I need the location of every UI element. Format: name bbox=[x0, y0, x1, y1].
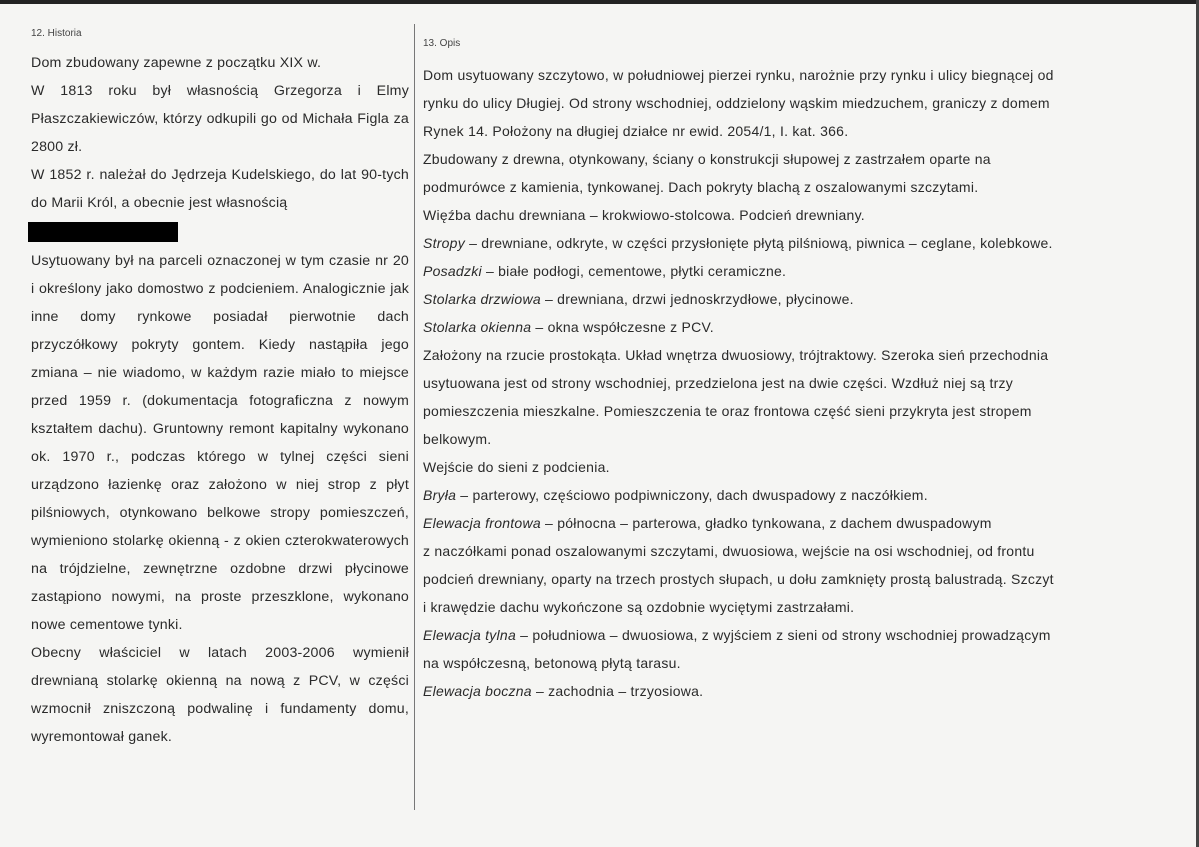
description-line bbox=[423, 285, 1163, 313]
description-label: Stropy bbox=[423, 235, 465, 251]
description-line bbox=[423, 677, 1163, 705]
description-text: – białe podłogi, cementowe, płytki ceramiczne. bbox=[481, 263, 787, 279]
description-line bbox=[423, 565, 1163, 593]
description-column bbox=[423, 38, 1163, 705]
description-text: rynku do ulicy Długiej. Od strony wschodniej, oddzielony wąskim miedzuchem, graniczy z domem bbox=[423, 95, 1050, 111]
description-text: usytuowana jest od strony wschodniej, przedzielona jest na dwie części. Wzdłuż niej są trzy bbox=[423, 375, 1014, 391]
description-text: – zachodnia – trzyosiowa. bbox=[531, 683, 704, 699]
description-text: belkowym. bbox=[423, 431, 492, 447]
description-text: pomieszczenia mieszkalne. Pomieszczenia te oraz frontowa część sieni przykryta jest stropem bbox=[423, 403, 1032, 419]
description-text: i krawędzie dachu wykończone są ozdobnie wyciętymi zastrzałami. bbox=[423, 599, 855, 615]
description-label: Posadzki bbox=[423, 263, 482, 279]
history-header: 12. Historia bbox=[31, 28, 82, 39]
history-paragraph: Obecny właściciel w latach 2003-2006 wymienił drewnianą stolarkę okienną na nową z PCV, w części wzmocnił zniszczoną podwalinę i fundamenty domu, wyremontował ganek. bbox=[31, 645, 409, 745]
description-line bbox=[423, 89, 1163, 117]
description-text: Dom usytuowany szczytowo, w południowej pierzei rynku, narożnie przy rynku i ulicy biegnącej od bbox=[423, 67, 1054, 83]
description-text: podmurówce z kamienia, tynkowanej. Dach pokryty blachą z oszalowanymi szczytami. bbox=[423, 179, 979, 195]
description-label: Bryła bbox=[423, 487, 457, 503]
description-label: Elewacja tylna bbox=[423, 627, 516, 643]
history-column bbox=[31, 28, 409, 751]
description-line bbox=[423, 257, 1163, 285]
description-line bbox=[423, 621, 1163, 649]
description-text: na współczesną, betonową płytą tarasu. bbox=[423, 655, 681, 671]
description-label: Stolarka drzwiowa bbox=[423, 291, 541, 307]
description-line bbox=[423, 201, 1163, 229]
description-line bbox=[423, 173, 1163, 201]
description-line bbox=[423, 369, 1163, 397]
description-line bbox=[423, 425, 1163, 453]
description-line bbox=[423, 117, 1163, 145]
column-divider bbox=[414, 24, 415, 810]
history-paragraph: W 1813 roku był własnością Grzegorza i Elmy Płaszczakiewiczów, którzy odkupili go od Michała Figla za 2800 zł. bbox=[31, 83, 409, 155]
description-text: – drewniana, drzwi jednoskrzydłowe, płycinowe. bbox=[540, 291, 854, 307]
description-text: Więźba dachu drewniana – krokwiowo-stolcowa. Podcień drewniany. bbox=[423, 207, 865, 223]
description-line bbox=[423, 649, 1163, 677]
description-line bbox=[423, 61, 1163, 89]
description-line bbox=[423, 593, 1163, 621]
description-line bbox=[423, 481, 1163, 509]
description-text: podcień drewniany, oparty na trzech prostych słupach, u dołu zamknięty prostą balustradą. Szczyt bbox=[423, 571, 1054, 587]
description-text: – południowa – dwuosiowa, z wyjściem z sieni od strony wschodniej prowadzącym bbox=[516, 627, 1051, 643]
description-line bbox=[423, 397, 1163, 425]
description-text: – parterowy, częściowo podpiwniczony, dach dwuspadowy z naczółkiem. bbox=[456, 487, 928, 503]
history-paragraph: Dom zbudowany zapewne z początku XIX w. bbox=[31, 55, 322, 71]
description-line bbox=[423, 509, 1163, 537]
description-line bbox=[423, 145, 1163, 173]
history-paragraph: W 1852 r. należał do Jędrzeja Kudelskiego, do lat 90-tych do Marii Król, a obecnie jest własnością bbox=[31, 167, 409, 211]
description-label: Elewacja boczna bbox=[423, 683, 532, 699]
description-lines bbox=[423, 61, 1163, 705]
description-text: – północna – parterowa, gładko tynkowana, z dachem dwuspadowym bbox=[540, 515, 992, 531]
description-label: Stolarka okienna bbox=[423, 319, 532, 335]
description-label: Elewacja frontowa bbox=[423, 515, 541, 531]
description-text: z naczółkami ponad oszalowanymi szczytami, dwuosiowa, wejście na osi wschodniej, od frontu bbox=[423, 543, 1035, 559]
description-line bbox=[423, 453, 1163, 481]
redaction-box bbox=[28, 222, 178, 242]
history-paragraph: Usytuowany był na parceli oznaczonej w tym czasie nr 20 i określony jako domostwo z podcieniem. Analogicznie jak inne domy rynkowe posiadał pierwotnie dach przyczółkowy pokryty gontem. Kiedy nastąpiła jego zmiana – nie wiadomo, w każdym razie miało to miejsce przed 1959 r. (dokumentacja fotograficzna z nowym kształtem dachu). Gruntowny remont kapitalny wykonano ok. 1970 r., podczas którego w tylnej części sieni urządzono łazienkę oraz założono w niej strop z płyt pilśniowych, otynkowano belkowe stropy pomieszczeń, wymieniono stolarkę okienną - z okien czterokwaterowych na trójdzielne, zewnętrzne ozdobne drzwi płycinowe zastąpiono nowymi, na proste przeszklone, wykonano nowe cementowe tynki. bbox=[31, 253, 409, 633]
description-text: Założony na rzucie prostokąta. Układ wnętrza dwuosiowy, trójtraktowy. Szeroka sień przechodnia bbox=[423, 347, 1049, 363]
description-text: – drewniane, odkryte, w części przysłonięte płytą pilśniową, piwnica – ceglane, kolebkowe. bbox=[464, 235, 1053, 251]
description-line bbox=[423, 341, 1163, 369]
description-text: Rynek 14. Położony na długiej działce nr ewid. 2054/1, I. kat. 366. bbox=[423, 123, 849, 139]
description-header: 13. Opis bbox=[423, 38, 461, 49]
description-line bbox=[423, 313, 1163, 341]
description-line bbox=[423, 229, 1163, 257]
description-text: Wejście do sieni z podcienia. bbox=[423, 459, 610, 475]
description-line bbox=[423, 537, 1163, 565]
scan-top-edge bbox=[0, 0, 1199, 4]
description-text: Zbudowany z drewna, otynkowany, ściany o konstrukcji słupowej z zastrzałem oparte na bbox=[423, 151, 991, 167]
description-text: – okna współczesne z PCV. bbox=[531, 319, 714, 335]
